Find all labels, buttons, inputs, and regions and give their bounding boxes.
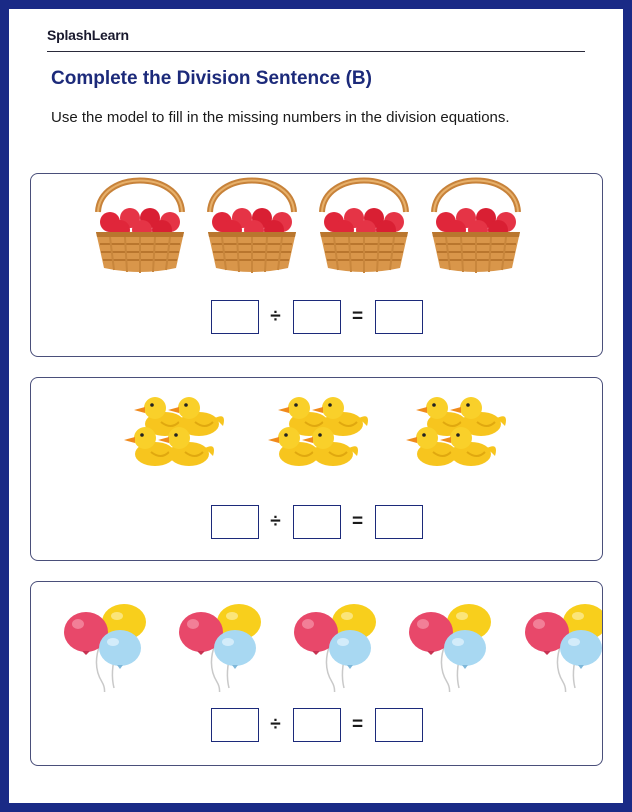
problem-1-model [31, 174, 602, 284]
page-title: Complete the Division Sentence (B) [51, 68, 372, 89]
apple-basket [320, 181, 408, 274]
divide-sign: ÷ [270, 511, 281, 532]
divide-sign: ÷ [270, 714, 281, 735]
quotient-box[interactable] [375, 300, 423, 334]
header-divider [47, 51, 585, 52]
quotient-box[interactable] [375, 708, 423, 742]
apple-basket [96, 181, 184, 274]
divide-sign: ÷ [270, 306, 281, 327]
balloon-bunch [409, 604, 491, 692]
problem-card-2 [30, 377, 603, 561]
worksheet-page [9, 9, 623, 803]
instructions: Use the model to fill in the missing numbers in the division equations. [51, 109, 510, 126]
problem-card-3 [30, 581, 603, 766]
equation-2 [31, 505, 602, 539]
divisor-box[interactable] [293, 300, 341, 334]
brand-logo: SplashLearn [47, 27, 129, 43]
equals-sign: = [351, 714, 364, 735]
balloon-bunch [64, 604, 146, 692]
balloon-bunch [294, 604, 376, 692]
equals-sign: = [351, 306, 364, 327]
dividend-box[interactable] [211, 505, 259, 539]
equation-3 [31, 708, 602, 742]
divisor-box[interactable] [293, 505, 341, 539]
problem-2-model [31, 378, 602, 488]
equation-1 [31, 300, 602, 334]
balloon-bunch [525, 604, 602, 692]
problem-3-model [31, 582, 602, 692]
apple-basket [208, 181, 296, 274]
duck-group [124, 397, 224, 466]
equals-sign: = [351, 511, 364, 532]
apple-basket [432, 181, 520, 274]
duck-group [268, 397, 368, 466]
problem-card-1 [30, 173, 603, 357]
balloon-bunch [179, 604, 261, 692]
dividend-box[interactable] [211, 708, 259, 742]
divisor-box[interactable] [293, 708, 341, 742]
dividend-box[interactable] [211, 300, 259, 334]
duck-group [406, 397, 506, 466]
quotient-box[interactable] [375, 505, 423, 539]
